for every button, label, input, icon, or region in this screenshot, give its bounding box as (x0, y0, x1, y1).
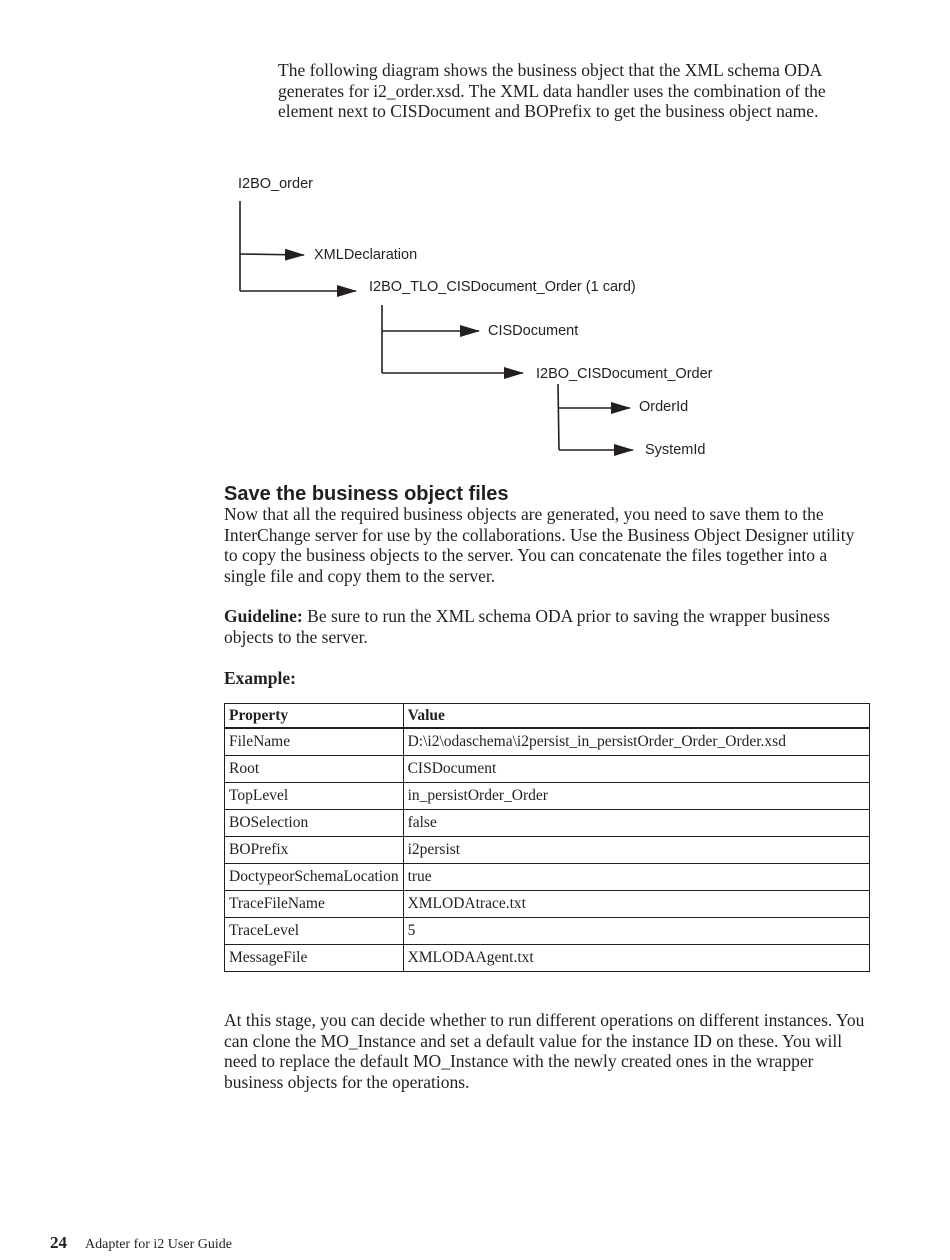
property-cell: FileName (225, 728, 404, 756)
table-row (225, 810, 870, 837)
header-value: Value (403, 704, 869, 729)
value-cell: 5 (403, 918, 869, 945)
table-row (225, 728, 870, 756)
table-row (225, 837, 870, 864)
table-row (225, 891, 870, 918)
node-orderid: OrderId (639, 399, 689, 415)
value-cell: CISDocument (403, 756, 869, 783)
section-heading: Save the business object files (224, 483, 509, 505)
property-cell: TraceFileName (225, 891, 404, 918)
guideline-text: Be sure to run the XML schema ODA prior to saving the wrapper business objects to the server. (224, 606, 830, 647)
book-title: Adapter for i2 User Guide (85, 1237, 232, 1252)
property-cell: DoctypeorSchemaLocation (225, 864, 404, 891)
property-cell: TraceLevel (225, 918, 404, 945)
property-cell: Root (225, 756, 404, 783)
property-cell: BOSelection (225, 810, 404, 837)
value-cell: false (403, 810, 869, 837)
properties-table (224, 703, 870, 972)
value-cell: in_persistOrder_Order (403, 783, 869, 810)
value-cell: D:\i2\odaschema\i2persist_in_persistOrder_Order_Order.xsd (403, 728, 869, 756)
arrow-xmldeclaration (240, 254, 304, 255)
table-row (225, 783, 870, 810)
page-number: 24 (50, 1233, 67, 1252)
guideline-paragraph (224, 606, 872, 647)
node-cisdocument: CISDocument (488, 323, 579, 339)
example-label-text: Example: (224, 668, 296, 688)
property-cell: BOPrefix (225, 837, 404, 864)
value-cell: i2persist (403, 837, 869, 864)
table-row (225, 945, 870, 972)
node-tlo: I2BO_TLO_CISDocument_Order (1 card) (369, 279, 636, 295)
table-row (225, 756, 870, 783)
node-systemid: SystemId (645, 442, 706, 458)
page-footer (50, 1233, 232, 1253)
value-cell: true (403, 864, 869, 891)
table-row (225, 918, 870, 945)
value-cell: XMLODAtrace.txt (403, 891, 869, 918)
property-cell: MessageFile (225, 945, 404, 972)
example-label (224, 668, 296, 689)
table-header-row (225, 704, 870, 729)
cisorder-trunk-line (558, 384, 559, 450)
table-row (225, 864, 870, 891)
node-cisorder: I2BO_CISDocument_Order (536, 366, 713, 382)
intro-paragraph: The following diagram shows the business object that the XML schema ODA generates for i2_order.xsd. The XML data handler uses the combination of the element next to CISDocument and BOPrefix to get the business object name. (278, 60, 826, 121)
header-property: Property (225, 704, 404, 729)
guideline-label: Guideline: (224, 606, 303, 626)
node-xmldeclaration: XMLDeclaration (314, 247, 418, 263)
save-paragraph: Now that all the required business objects are generated, you need to save them to the InterChange server for use by the collaborations. Use the Business Object Designer utility to copy the business objects to the server. You can concatenate the files together into a single file and copy them to the server. (224, 504, 855, 586)
property-cell: TopLevel (225, 783, 404, 810)
value-cell: XMLODAAgent.txt (403, 945, 869, 972)
closing-paragraph: At this stage, you can decide whether to run different operations on different instances. You can clone the MO_Instance and set a default value for the instance ID on these. You will need to replace the default MO_Instance with the newly created ones in the wrapper business objects for the operations. (224, 1010, 865, 1092)
node-root: I2BO_order (238, 176, 313, 192)
